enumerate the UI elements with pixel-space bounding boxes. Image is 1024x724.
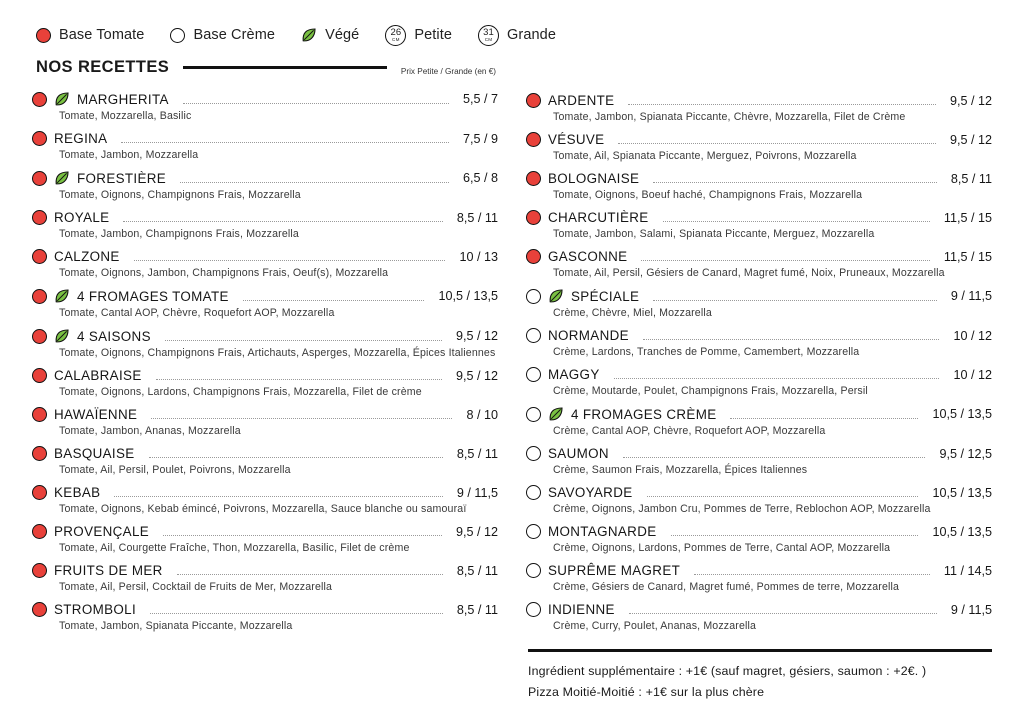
tomato-base-dot-icon [32, 92, 47, 107]
menu-item-name: GASCONNE [548, 249, 628, 264]
leader-dots [177, 566, 443, 575]
menu-item-badges [32, 210, 47, 225]
menu-item-badges [32, 524, 47, 539]
menu-item-name: 4 FROMAGES CRÈME [571, 406, 717, 422]
menu-item-name: INDIENNE [548, 602, 615, 617]
menu-item-price: 10,5 / 13,5 [438, 289, 498, 303]
cream-base-dot-icon [526, 289, 541, 304]
menu-item-description: Tomate, Mozzarella, Basilic [59, 109, 192, 122]
footer-notes [528, 649, 992, 706]
menu-item-head [32, 563, 498, 578]
menu-item-badges [32, 602, 47, 617]
menu-item-description: Tomate, Jambon, Champignons Frais, Mozzarella [59, 227, 299, 240]
menu-item-badges [32, 91, 70, 107]
leader-dots [243, 292, 425, 301]
tomato-base-dot-icon [32, 171, 47, 186]
leader-dots [180, 174, 449, 183]
menu-item-description: Crème, Cantal AOP, Chèvre, Roquefort AOP, Mozzarella [553, 424, 826, 437]
menu-item-name: MONTAGNARDE [548, 524, 657, 539]
leader-dots [694, 566, 930, 575]
size-number: 31 [483, 26, 494, 38]
menu-item-head [526, 249, 992, 264]
menu-item-description: Tomate, Oignons, Lardons, Champignons Frais, Mozzarella, Filet de crème [59, 385, 422, 398]
menu-item [32, 249, 498, 279]
leader-dots [151, 410, 452, 419]
menu-item-price: 9 / 11,5 [950, 289, 992, 303]
cream-base-dot-icon [526, 367, 541, 382]
menu-item-description: Tomate, Jambon, Mozzarella [59, 148, 199, 161]
legend-item-base-tomate [36, 27, 144, 43]
menu-item-price: 8,5 / 11 [456, 602, 498, 617]
menu-item-head [32, 368, 498, 383]
cream-base-dot-icon [526, 328, 541, 343]
cream-base-dot-icon [526, 524, 541, 539]
menu-item [526, 93, 992, 123]
menu-item-name: KEBAB [54, 485, 101, 500]
menu-item [32, 170, 498, 201]
menu-item-description: Crème, Saumon Frais, Mozzarella, Épices Italiennes [553, 463, 808, 476]
tomato-base-dot-icon [32, 485, 47, 500]
tomato-base-dot-icon [526, 249, 541, 264]
leader-dots [123, 213, 442, 222]
menu-item-name: CALABRAISE [54, 368, 142, 383]
menu-item-head [32, 485, 498, 500]
menu-item [32, 485, 498, 515]
menu-item-description: Tomate, Jambon, Salami, Spianata Piccante, Merguez, Mozzarella [553, 227, 875, 240]
menu-item-head [32, 210, 498, 225]
leaf-icon [54, 288, 70, 304]
leader-dots [134, 252, 446, 261]
menu-item [526, 485, 992, 515]
menu-item [32, 602, 498, 632]
menu-item-name: SAUMON [548, 446, 609, 461]
menu-item-head [526, 602, 992, 617]
leader-dots [653, 292, 937, 301]
footer-rule [528, 649, 992, 652]
menu-item-badges [32, 368, 47, 383]
leader-dots [647, 488, 919, 497]
menu-item-description: Crème, Moutarde, Poulet, Champignons Frais, Mozzarella, Persil [553, 384, 868, 397]
tomato-base-dot-icon [32, 210, 47, 225]
tomato-base-dot-icon [526, 93, 541, 108]
menu-item-price: 8 / 10 [466, 407, 498, 422]
menu-item-name: BOLOGNAISE [548, 171, 640, 186]
menu-item-head [32, 288, 498, 304]
leaf-icon [548, 288, 564, 304]
menu-item-description: Tomate, Oignons, Champignons Frais, Mozzarella [59, 188, 301, 201]
leader-dots [671, 527, 919, 536]
menu-item-badges [526, 524, 541, 539]
menu-item-badges [526, 485, 541, 500]
tomato-base-dot-icon [32, 407, 47, 422]
leader-dots [163, 527, 442, 536]
menu-item-description: Crème, Oignons, Lardons, Pommes de Terre, Cantal AOP, Mozzarella [553, 541, 891, 554]
menu-item-badges [526, 328, 541, 343]
size-unit: CM [392, 36, 400, 42]
menu-item-head [32, 170, 498, 186]
menu-item-badges [32, 328, 70, 344]
leaf-icon [54, 170, 70, 186]
price-note: Prix Petite / Grande (en €) [400, 67, 496, 76]
menu-item [526, 406, 992, 437]
leader-dots [628, 96, 936, 105]
page-title: NOS RECETTES [36, 58, 170, 76]
tomato-base-dot-icon [32, 368, 47, 383]
size-petite-icon [385, 25, 406, 46]
menu-item [526, 288, 992, 319]
legend-item-vege [301, 27, 359, 43]
menu-item-badges [526, 446, 541, 461]
menu-item [32, 563, 498, 593]
menu-item-badges [526, 367, 541, 382]
menu-item-badges [526, 563, 541, 578]
tomato-base-dot-icon [32, 131, 47, 146]
menu-item-head [526, 132, 992, 147]
footer-line-moitie: Pizza Moitié-Moitié : +1€ sur la plus chère [528, 685, 765, 699]
menu-item-name: BASQUAISE [54, 446, 135, 461]
leader-dots [643, 331, 940, 340]
menu-item-description: Crème, Gésiers de Canard, Magret fumé, Pommes de terre, Mozzarella [553, 580, 900, 593]
menu-item-price: 9,5 / 12,5 [939, 446, 992, 461]
legend-label: Base Tomate [59, 27, 145, 43]
menu-item-badges [32, 407, 47, 422]
leaf-icon [54, 328, 70, 344]
cream-base-dot-icon [170, 28, 185, 43]
menu-item-price: 11,5 / 15 [943, 249, 992, 264]
menu-item-head [526, 210, 992, 225]
cream-base-dot-icon [526, 563, 541, 578]
menu-item [32, 91, 498, 122]
menu-item-head [526, 328, 992, 343]
menu-item-price: 9,5 / 12 [949, 132, 992, 147]
menu-item-price: 9,5 / 12 [949, 93, 992, 108]
menu-item-badges [526, 93, 541, 108]
menu-item-price: 9,5 / 12 [455, 368, 498, 383]
menu-item-price: 8,5 / 11 [456, 210, 498, 225]
leader-dots [183, 95, 449, 104]
menu-column-left [32, 91, 498, 641]
tomato-base-dot-icon [32, 563, 47, 578]
leaf-icon [54, 91, 70, 107]
menu-item-name: ARDENTE [548, 93, 615, 108]
menu-item [526, 210, 992, 240]
menu-item [526, 171, 992, 201]
leader-dots [165, 332, 442, 341]
menu-item-description: Crème, Chèvre, Miel, Mozzarella [553, 306, 712, 319]
leader-dots [614, 370, 940, 379]
leader-dots [663, 213, 930, 222]
tomato-base-dot-icon [32, 602, 47, 617]
menu-item-name: CALZONE [54, 249, 120, 264]
menu-item-badges [526, 249, 541, 264]
menu-item-head [32, 328, 498, 344]
menu-item-description: Tomate, Cantal AOP, Chèvre, Roquefort AOP, Mozzarella [59, 306, 335, 319]
menu-item-price: 9 / 11,5 [950, 602, 992, 617]
leader-dots [156, 371, 442, 380]
cream-base-dot-icon [526, 485, 541, 500]
menu-item-head [32, 91, 498, 107]
menu-item-name: SPÉCIALE [571, 288, 640, 304]
menu-item-description: Tomate, Ail, Persil, Poulet, Poivrons, Mozzarella [59, 463, 291, 476]
menu-item-description: Crème, Curry, Poulet, Ananas, Mozzarella [553, 619, 757, 632]
legend-label: Végé [325, 27, 360, 43]
size-grande-icon [478, 25, 499, 46]
menu-item-name: MAGGY [548, 367, 600, 382]
tomato-base-dot-icon [32, 249, 47, 264]
menu-item-price: 10,5 / 13,5 [932, 407, 992, 421]
leader-dots [150, 605, 443, 614]
cream-base-dot-icon [526, 407, 541, 422]
leaf-icon [548, 406, 564, 422]
leader-dots [629, 605, 937, 614]
menu-item [32, 446, 498, 476]
menu-item-badges [526, 288, 564, 304]
menu-item-name: NORMANDE [548, 328, 629, 343]
menu-item [526, 367, 992, 397]
menu-item-name: FRUITS DE MER [54, 563, 163, 578]
menu-item-description: Tomate, Jambon, Spianata Piccante, Mozzarella [59, 619, 293, 632]
leaf-icon [301, 27, 317, 43]
menu-item [526, 446, 992, 476]
menu-item-price: 5,5 / 7 [462, 92, 498, 106]
menu-item [526, 524, 992, 554]
leader-dots [149, 449, 443, 458]
menu-item [32, 524, 498, 554]
menu-item-head [32, 407, 498, 422]
menu-column-right [526, 91, 992, 641]
menu-item-price: 9,5 / 12 [455, 329, 498, 343]
leader-dots [730, 410, 918, 419]
menu-item-description: Tomate, Oignons, Champignons Frais, Artichauts, Asperges, Mozzarella, Épices Italiennes [59, 346, 496, 359]
tomato-base-dot-icon [526, 210, 541, 225]
menu-item-description: Tomate, Ail, Persil, Cocktail de Fruits de Mer, Mozzarella [59, 580, 333, 593]
menu-item-head [526, 367, 992, 382]
menu-item-description: Tomate, Jambon, Ananas, Mozzarella [59, 424, 241, 437]
menu-item-head [526, 171, 992, 186]
menu-item-price: 7,5 / 9 [462, 131, 498, 146]
menu-item-head [32, 446, 498, 461]
menu-item-price: 10,5 / 13,5 [932, 485, 992, 500]
menu-item-badges [32, 131, 47, 146]
leader-dots [641, 252, 929, 261]
menu-item-name: CHARCUTIÈRE [548, 210, 649, 225]
menu-item-head [526, 406, 992, 422]
section-header [36, 58, 496, 77]
menu-item [526, 563, 992, 593]
menu-item-name: ROYALE [54, 210, 110, 225]
menu-item-head [32, 131, 498, 146]
legend-label: Petite [414, 27, 453, 43]
menu-item [32, 407, 498, 437]
menu-item-name: MARGHERITA [77, 91, 169, 107]
menu-item-price: 8,5 / 11 [456, 563, 498, 578]
menu-item-name: PROVENÇALE [54, 524, 150, 539]
menu-item-name: VÉSUVE [548, 132, 605, 147]
menu-item-head [32, 524, 498, 539]
menu-item-head [526, 563, 992, 578]
legend-label: Grande [507, 27, 556, 43]
menu-item-head [526, 288, 992, 304]
menu-item-description: Tomate, Ail, Courgette Fraîche, Thon, Mozzarella, Basilic, Filet de crème [59, 541, 410, 554]
menu-item [526, 602, 992, 632]
menu-item-name: 4 FROMAGES TOMATE [77, 288, 229, 304]
menu-item-name: SUPRÊME MAGRET [548, 563, 681, 578]
menu-item-description: Crème, Oignons, Jambon Cru, Pommes de Terre, Reblochon AOP, Mozzarella [553, 502, 931, 515]
menu-item-head [32, 602, 498, 617]
tomato-base-dot-icon [36, 28, 51, 43]
menu-item-badges [32, 563, 47, 578]
menu-item-head [526, 446, 992, 461]
leader-dots [121, 134, 449, 143]
menu-item-name: FORESTIÈRE [77, 170, 167, 186]
leader-dots [623, 449, 926, 458]
menu-item-head [32, 249, 498, 264]
menu-item [32, 368, 498, 398]
menu-item-badges [526, 406, 564, 422]
menu-item-price: 10,5 / 13,5 [932, 524, 992, 539]
menu-item-description: Tomate, Ail, Persil, Gésiers de Canard, Magret fumé, Noix, Pruneaux, Mozzarella [553, 266, 945, 279]
menu-item-badges [32, 446, 47, 461]
tomato-base-dot-icon [32, 329, 47, 344]
menu-item [32, 288, 498, 319]
menu-item-badges [32, 249, 47, 264]
menu-item-description: Tomate, Oignons, Jambon, Champignons Frais, Oeuf(s), Mozzarella [59, 266, 389, 279]
leader-dots [114, 488, 443, 497]
title-rule [183, 66, 387, 69]
menu-item-price: 6,5 / 8 [462, 171, 498, 185]
menu-item-name: HAWAÏENNE [54, 407, 138, 422]
menu-item-price: 10 / 12 [953, 367, 992, 382]
menu-item-badges [32, 485, 47, 500]
menu-columns [32, 91, 992, 641]
menu-item-name: STROMBOLI [54, 602, 137, 617]
menu-item-price: 9,5 / 12 [455, 524, 498, 539]
menu-item-description: Tomate, Oignons, Kebab émincé, Poivrons, Mozzarella, Sauce blanche ou samouraï [59, 502, 467, 515]
tomato-base-dot-icon [526, 171, 541, 186]
menu-item-description: Tomate, Ail, Spianata Piccante, Merguez, Poivrons, Mozzarella [553, 149, 857, 162]
tomato-base-dot-icon [32, 524, 47, 539]
menu-item [32, 328, 498, 359]
menu-item-description: Tomate, Oignons, Boeuf haché, Champignons Frais, Mozzarella [553, 188, 863, 201]
menu-item-price: 10 / 13 [459, 249, 498, 264]
menu-item-price: 8,5 / 11 [950, 171, 992, 186]
size-number: 26 [390, 26, 402, 38]
tomato-base-dot-icon [32, 289, 47, 304]
cream-base-dot-icon [526, 602, 541, 617]
menu-item-description: Crème, Lardons, Tranches de Pomme, Camembert, Mozzarella [553, 345, 860, 358]
menu-item-price: 9 / 11,5 [456, 485, 498, 500]
tomato-base-dot-icon [32, 446, 47, 461]
menu-item [526, 132, 992, 162]
menu-item [32, 131, 498, 161]
leader-dots [653, 174, 937, 183]
legend-label: Base Crème [193, 27, 276, 43]
legend-item-grande [478, 25, 556, 46]
menu-item-name: SAVOYARDE [548, 485, 633, 500]
legend-item-petite [385, 25, 452, 46]
size-unit: CM [484, 36, 493, 42]
menu-item-name: REGINA [54, 131, 108, 146]
menu-item-badges [526, 171, 541, 186]
menu-item-price: 8,5 / 11 [456, 446, 498, 461]
footer-line-supplement: Ingrédient supplémentaire : +1€ (sauf magret, gésiers, saumon : +2€. ) [528, 664, 927, 678]
menu-item [32, 210, 498, 240]
tomato-base-dot-icon [526, 132, 541, 147]
menu-item-head [526, 93, 992, 108]
menu-item-price: 11,5 / 15 [943, 210, 992, 225]
legend-item-base-creme [170, 27, 275, 43]
menu-item [526, 328, 992, 358]
menu-item-price: 10 / 12 [953, 328, 992, 343]
menu-item-description: Tomate, Jambon, Spianata Piccante, Chèvre, Mozzarella, Filet de Crème [553, 110, 906, 123]
menu-item-badges [32, 288, 70, 304]
menu-item-badges [526, 602, 541, 617]
legend [36, 18, 992, 52]
menu-item-badges [32, 170, 70, 186]
menu-item [526, 249, 992, 279]
menu-item-name: 4 SAISONS [77, 328, 151, 344]
menu-item-badges [526, 132, 541, 147]
menu-item-head [526, 524, 992, 539]
cream-base-dot-icon [526, 446, 541, 461]
leader-dots [618, 135, 936, 144]
menu-item-badges [526, 210, 541, 225]
menu-item-price: 11 / 14,5 [943, 563, 992, 578]
menu-item-head [526, 485, 992, 500]
